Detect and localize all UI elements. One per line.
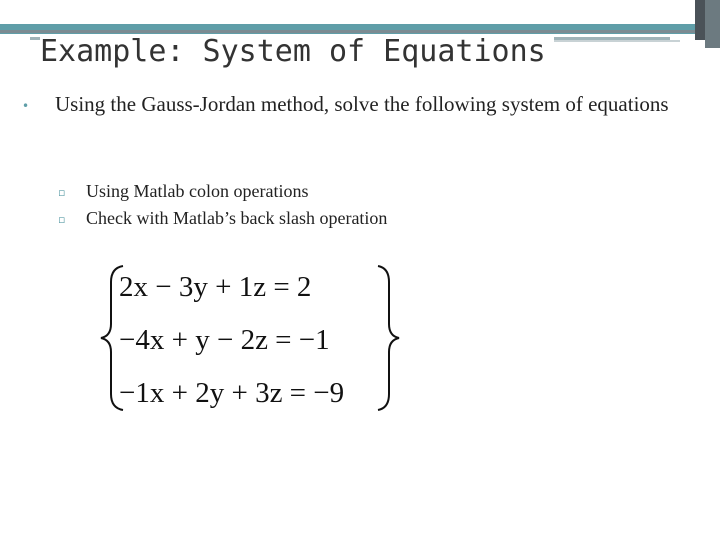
equation-system (95, 262, 405, 417)
sub-bullet-marker: ▫ (58, 186, 66, 199)
bullet-text: Using the Gauss-Jordan method, solve the following system of equations (55, 92, 669, 116)
equation-2: −4x + y − 2z = −1 (119, 324, 330, 356)
sub-bullet-text-1: Using Matlab colon operations (86, 181, 309, 201)
equation-3: −1x + 2y + 3z = −9 (119, 377, 345, 409)
sub-bullet-marker: ▫ (58, 213, 66, 226)
slide-title: Example: System of Equations (40, 34, 554, 69)
header-stripe-dark (0, 30, 720, 33)
sub-bullet-text-2: Check with Matlab’s back slash operation (86, 208, 388, 228)
header-corner-block-2 (705, 0, 720, 48)
right-brace-icon (378, 266, 399, 410)
equation-1: 2x − 3y + 1z = 2 (119, 271, 312, 303)
bullet-marker: • (22, 99, 30, 113)
decorative-header-bar (0, 0, 720, 24)
